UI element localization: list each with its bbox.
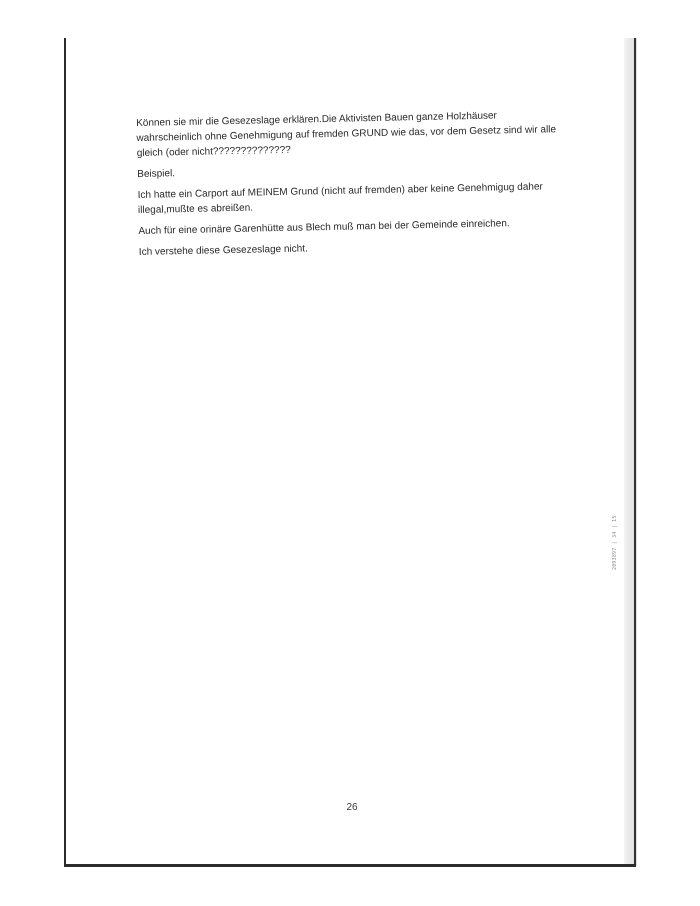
- paragraph-carport: Ich hatte ein Carport auf MEINEM Grund (nicht auf fremden) aber keine Genehmigug daher illegal,mußte es abreißen.: [137, 181, 543, 216]
- letter-body: [136, 107, 559, 266]
- paragraph-example-heading: Beispiel.: [137, 168, 176, 180]
- page-edge-right: [634, 38, 636, 866]
- side-stamp: 2093897 | 34 | 15: [612, 515, 618, 570]
- paragraph-garden-hut: Auch für eine orinäre Garenhütte aus Blech muß man bei der Gemeinde einreichen.: [138, 218, 510, 237]
- paragraph-question: Können sie mir die Gesezeslage erklären.Die Aktivisten Bauen ganze Holzhäuser wahrscheinlich ohne Genehmigung auf fremden GRUND wie das, vor dem Gesetz sind wir alle gleich (oder nicht??????????????: [136, 110, 557, 159]
- page-edge-bottom: [64, 864, 636, 867]
- paragraph-conclusion: Ich verstehe diese Gesezeslage nicht.: [138, 243, 308, 258]
- page-number: 26: [346, 802, 358, 813]
- page-edge-left: [64, 38, 66, 866]
